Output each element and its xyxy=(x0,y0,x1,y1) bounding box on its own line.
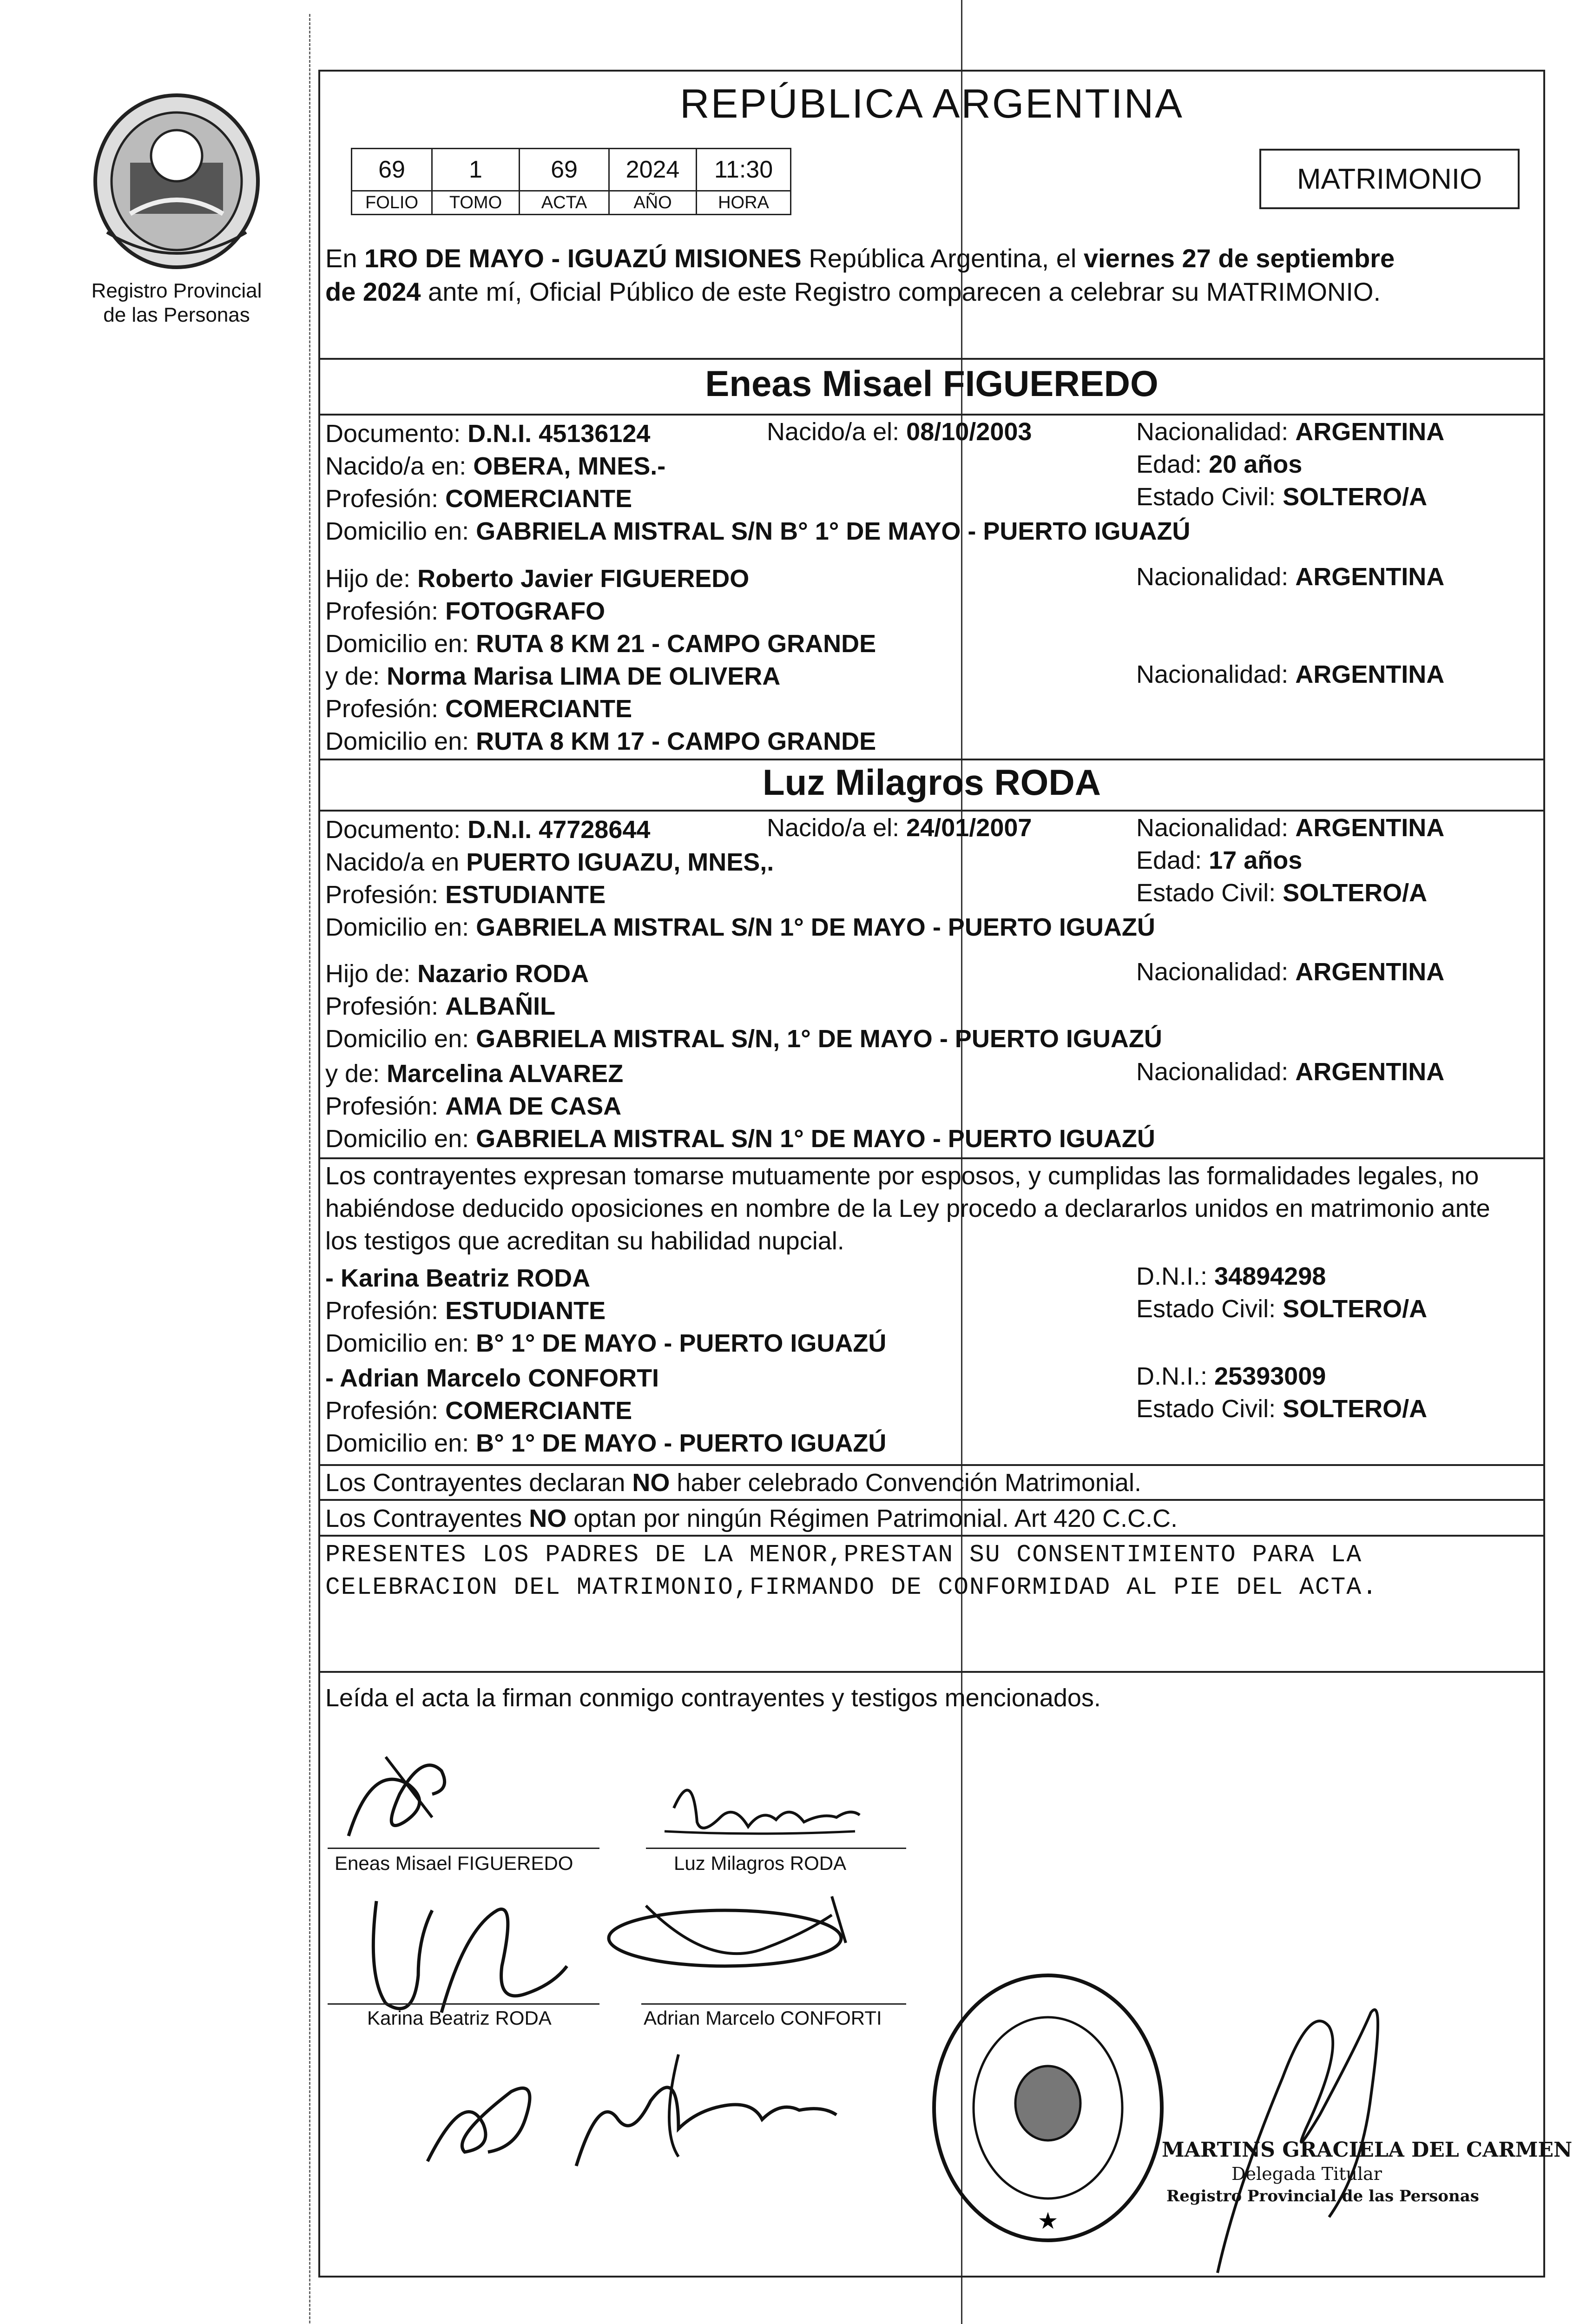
signature-label-witness-1: Karina Beatriz RODA xyxy=(367,2007,552,2029)
bride-father xyxy=(325,957,589,990)
value: SOLTERO/A xyxy=(1283,1295,1428,1323)
value: ARGENTINA xyxy=(1295,563,1445,591)
witness-2-name: - Adrian Marcelo CONFORTI xyxy=(325,1364,659,1392)
divider xyxy=(318,414,1545,416)
label: Estado Civil: xyxy=(1136,1395,1283,1423)
bride-address-value: GABRIELA MISTRAL S/N 1° DE MAYO - PUERTO IGUAZÚ xyxy=(476,913,1155,941)
bride-age xyxy=(1136,846,1302,875)
folio-value: 69 xyxy=(352,149,432,191)
label: Domicilio en: xyxy=(325,630,476,658)
margin-dashed-line xyxy=(309,14,310,2324)
svg-text:★: ★ xyxy=(1037,2207,1059,2234)
label: Nacido/a en xyxy=(325,848,467,876)
label: Hijo de: xyxy=(325,960,418,988)
bride-nationality xyxy=(1136,813,1444,842)
convention-line-1 xyxy=(325,1466,1141,1499)
groom-birthdate-value: 08/10/2003 xyxy=(906,418,1032,446)
label: Domicilio en: xyxy=(325,1429,476,1457)
signature-bride xyxy=(641,1757,902,1850)
bride-father-name: Nazario RODA xyxy=(417,960,589,988)
label: Domicilio en: xyxy=(325,517,476,545)
folio-label: FOLIO xyxy=(352,191,432,215)
value: RUTA 8 KM 21 - CAMPO GRANDE xyxy=(476,630,876,658)
signature-label-bride: Luz Milagros RODA xyxy=(674,1852,847,1874)
label: Profesión: xyxy=(325,485,446,513)
divider xyxy=(318,1464,1545,1466)
year-value: 2024 xyxy=(609,149,697,191)
label: Domicilio en: xyxy=(325,727,476,755)
groom-address xyxy=(325,515,1190,548)
signature-witness-2 xyxy=(572,1887,906,2003)
value: AMA DE CASA xyxy=(445,1092,622,1120)
label: Edad: xyxy=(1136,846,1209,874)
groom-father-address xyxy=(325,627,876,660)
registry-caption-line1: Registro Provincial xyxy=(91,279,262,302)
label: Documento: xyxy=(325,420,468,448)
tomo-value: 1 xyxy=(432,149,520,191)
groom-birthplace-value: OBERA, MNES.- xyxy=(473,452,666,480)
label: Nacionalidad: xyxy=(1136,418,1296,446)
label: Profesión: xyxy=(325,1297,446,1325)
label: Profesión: xyxy=(325,992,446,1020)
label: Nacionalidad: xyxy=(1136,660,1296,688)
divider xyxy=(318,1535,1545,1537)
groom-birthplace xyxy=(325,450,665,482)
label: Documento: xyxy=(325,816,468,844)
consent-note-line-1: PRESENTES LOS PADRES DE LA MENOR,PRESTAN SU CONSENTIMIENTO PARA LA xyxy=(325,1541,1363,1569)
groom-father-profession xyxy=(325,595,605,627)
value: B° 1° DE MAYO - PUERTO IGUAZÚ xyxy=(476,1429,887,1457)
declaration-line-1: Los contrayentes expresan tomarse mutuamente por esposos, y cumplidas las formalidades legales, no xyxy=(325,1162,1479,1190)
official-org: Registro Provincial de las Personas xyxy=(1166,2187,1479,2205)
groom-birthdate xyxy=(767,417,1032,446)
groom-document xyxy=(325,417,650,450)
registry-caption-line2: de las Personas xyxy=(103,304,250,326)
official-role: Delegada Titular xyxy=(1231,2164,1382,2184)
bride-father-profession xyxy=(325,990,555,1023)
groom-father-name: Roberto Javier FIGUEREDO xyxy=(417,565,750,593)
label: Estado Civil: xyxy=(1136,879,1283,907)
bride-mother-profession xyxy=(325,1090,621,1122)
signature-label-witness-2: Adrian Marcelo CONFORTI xyxy=(644,2007,882,2029)
value: 34894298 xyxy=(1214,1262,1326,1290)
intro-text-2: República Argentina, el xyxy=(801,244,1084,273)
page-title: REPÚBLICA ARGENTINA xyxy=(680,80,1184,126)
bride-civil-value: SOLTERO/A xyxy=(1283,879,1428,907)
acta-label: ACTA xyxy=(520,191,609,215)
groom-name-title: Eneas Misael FIGUEREDO xyxy=(705,363,1159,404)
groom-mother-address xyxy=(325,725,876,758)
value: GABRIELA MISTRAL S/N 1° DE MAYO - PUERTO IGUAZÚ xyxy=(476,1125,1155,1153)
bride-dni: D.N.I. 47728644 xyxy=(467,816,651,844)
value: RUTA 8 KM 17 - CAMPO GRANDE xyxy=(476,727,876,755)
groom-mother-nationality xyxy=(1136,660,1444,689)
value: ESTUDIANTE xyxy=(445,1297,606,1325)
signature-label-groom: Eneas Misael FIGUEREDO xyxy=(335,1852,573,1874)
emphasis: NO xyxy=(529,1505,567,1532)
intro-text-1: En xyxy=(325,244,365,273)
divider xyxy=(318,1671,1545,1673)
label: Profesión: xyxy=(325,881,446,909)
record-type-box: MATRIMONIO xyxy=(1259,149,1520,209)
consent-note-line-2: CELEBRACION DEL MATRIMONIO,FIRMANDO DE CONFORMIDAD AL PIE DEL ACTA. xyxy=(325,1573,1378,1601)
groom-address-value: GABRIELA MISTRAL S/N B° 1° DE MAYO - PUERTO IGUAZÚ xyxy=(476,517,1191,545)
label: Domicilio en: xyxy=(325,1125,476,1153)
groom-father xyxy=(325,562,749,595)
signature-line-witness-2 xyxy=(641,2003,906,2005)
bride-mother xyxy=(325,1057,623,1090)
label: Nacido/a el: xyxy=(767,814,907,842)
bride-birthdate xyxy=(767,813,1032,842)
label: Domicilio en: xyxy=(325,913,476,941)
divider xyxy=(318,358,1545,360)
signature-line-witness-1 xyxy=(328,2003,599,2005)
groom-profession-value: COMERCIANTE xyxy=(445,485,632,513)
text: haber celebrado Convención Matrimonial. xyxy=(670,1469,1141,1497)
official-registry-stamp xyxy=(927,1968,1169,2247)
groom-mother-name: Norma Marisa LIMA DE OLIVERA xyxy=(387,662,781,690)
witness-2-dni xyxy=(1136,1362,1326,1391)
label: Profesión: xyxy=(325,597,446,625)
hour-label: HORA xyxy=(697,191,791,215)
intro-date-2: de 2024 xyxy=(325,277,421,306)
label: Edad: xyxy=(1136,450,1209,478)
text: Los Contrayentes xyxy=(325,1505,529,1532)
value: FOTOGRAFO xyxy=(445,597,606,625)
convention-line-2 xyxy=(325,1502,1178,1535)
value: ARGENTINA xyxy=(1295,1058,1445,1086)
witness-1-address xyxy=(325,1327,886,1360)
bride-father-address xyxy=(325,1023,1162,1055)
groom-civil-value: SOLTERO/A xyxy=(1283,483,1428,511)
groom-profession xyxy=(325,482,632,515)
groom-age xyxy=(1136,450,1302,479)
groom-nationality xyxy=(1136,417,1444,446)
witness-2-profession xyxy=(325,1394,632,1427)
witness-1-name: - Karina Beatriz RODA xyxy=(325,1264,591,1292)
emphasis: NO xyxy=(632,1469,670,1497)
label: Nacido/a en: xyxy=(325,452,474,480)
witness-1-profession xyxy=(325,1294,606,1327)
label: D.N.I.: xyxy=(1136,1362,1215,1390)
label: Estado Civil: xyxy=(1136,483,1283,511)
label: Domicilio en: xyxy=(325,1025,476,1053)
hour-value: 11:30 xyxy=(697,149,791,191)
value: 25393009 xyxy=(1214,1362,1326,1390)
groom-father-nationality xyxy=(1136,562,1444,591)
label: Profesión: xyxy=(325,1092,446,1120)
bride-mother-name: Marcelina ALVAREZ xyxy=(387,1060,624,1088)
label: Profesión: xyxy=(325,1397,446,1425)
groom-nationality-value: ARGENTINA xyxy=(1295,418,1445,446)
value: ARGENTINA xyxy=(1295,958,1445,986)
groom-mother-profession xyxy=(325,693,632,725)
divider xyxy=(318,1157,1545,1159)
year-label: AÑO xyxy=(609,191,697,215)
value: B° 1° DE MAYO - PUERTO IGUAZÚ xyxy=(476,1329,887,1357)
value: ARGENTINA xyxy=(1295,660,1445,688)
intro-date-1: viernes 27 de septiembre xyxy=(1083,244,1395,273)
bride-mother-address xyxy=(325,1122,1155,1155)
groom-dni: D.N.I. 45136124 xyxy=(467,420,651,448)
declaration-line-3: los testigos que acreditan su habilidad nupcial. xyxy=(325,1227,844,1255)
bride-profession xyxy=(325,878,606,911)
label: Domicilio en: xyxy=(325,1329,476,1357)
divider xyxy=(318,759,1545,760)
signature-groom xyxy=(330,1743,590,1855)
bride-mother-nationality xyxy=(1136,1057,1444,1086)
value: ALBAÑIL xyxy=(445,992,556,1020)
label: y de: xyxy=(325,662,387,690)
intro-paragraph xyxy=(325,242,1538,309)
value: COMERCIANTE xyxy=(445,695,632,723)
witness-2-civil xyxy=(1136,1394,1427,1423)
label: Nacionalidad: xyxy=(1136,958,1296,986)
divider xyxy=(318,1499,1545,1501)
divider xyxy=(318,810,1545,812)
label: Nacido/a el: xyxy=(767,418,907,446)
bride-civil-status xyxy=(1136,878,1427,907)
label: D.N.I.: xyxy=(1136,1262,1215,1290)
bride-age-value: 17 años xyxy=(1209,846,1303,874)
acta-reference-table xyxy=(351,148,791,215)
declaration-line-2: habiéndose deducido oposiciones en nombre de la Ley procedo a declararlos unidos en matrimonio ante xyxy=(325,1195,1490,1222)
text: Los Contrayentes declaran xyxy=(325,1469,632,1497)
signature-line-groom xyxy=(328,1848,599,1849)
bride-name-title: Luz Milagros RODA xyxy=(762,762,1101,803)
official-name: MARTINS GRACIELA DEL CARMEN xyxy=(1162,2138,1573,2162)
bride-birthdate-value: 24/01/2007 xyxy=(906,814,1032,842)
bride-birthplace-value: PUERTO IGUAZU, MNES,. xyxy=(466,848,774,876)
signature-line-bride xyxy=(646,1848,906,1849)
text: optan por ningún Régimen Patrimonial. Art 420 C.C.C. xyxy=(566,1505,1178,1532)
groom-civil-status xyxy=(1136,482,1427,511)
label: Profesión: xyxy=(325,695,446,723)
label: Nacionalidad: xyxy=(1136,814,1296,842)
bride-document xyxy=(325,813,650,846)
witness-2-address xyxy=(325,1427,886,1459)
bride-address xyxy=(325,911,1155,944)
value: GABRIELA MISTRAL S/N, 1° DE MAYO - PUERTO IGUAZÚ xyxy=(476,1025,1162,1053)
intro-text-3: ante mí, Oficial Público de este Registro comparecen a celebrar su MATRIMONIO. xyxy=(421,277,1381,306)
label: Estado Civil: xyxy=(1136,1295,1283,1323)
groom-age-value: 20 años xyxy=(1209,450,1303,478)
label: Nacionalidad: xyxy=(1136,1058,1296,1086)
bride-father-nationality xyxy=(1136,957,1444,986)
witness-1-civil xyxy=(1136,1294,1427,1323)
label: Nacionalidad: xyxy=(1136,563,1296,591)
groom-mother xyxy=(325,660,780,693)
bride-profession-value: ESTUDIANTE xyxy=(445,881,606,909)
witness-1-dni xyxy=(1136,1262,1326,1291)
registry-caption xyxy=(70,279,283,327)
label: y de: xyxy=(325,1060,387,1088)
acta-value: 69 xyxy=(520,149,609,191)
label: Hijo de: xyxy=(325,565,418,593)
intro-place: 1RO DE MAYO - IGUAZÚ MISIONES xyxy=(364,244,802,273)
tomo-label: TOMO xyxy=(432,191,520,215)
value: COMERCIANTE xyxy=(445,1397,632,1425)
bride-birthplace xyxy=(325,846,774,878)
value: SOLTERO/A xyxy=(1283,1395,1428,1423)
signature-parent-2 xyxy=(558,2036,855,2185)
closing-statement: Leída el acta la firman conmigo contrayentes y testigos mencionados. xyxy=(325,1684,1101,1712)
bride-nationality-value: ARGENTINA xyxy=(1295,814,1445,842)
